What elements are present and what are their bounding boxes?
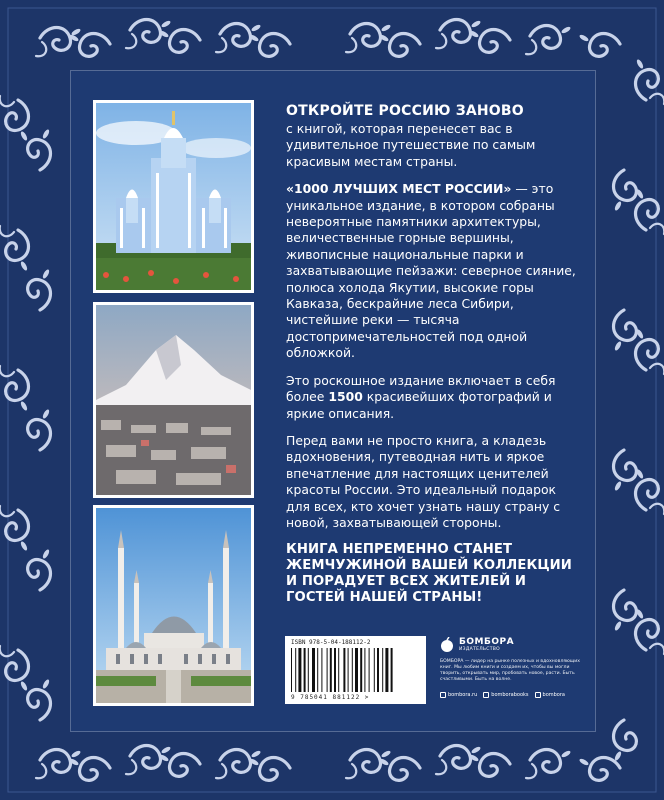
heading: ОТКРОЙТЕ РОССИЮ ЗАНОВО [286,103,524,119]
closing-statement: КНИГА НЕПРЕМЕННО СТАНЕТ ЖЕМЧУЖИНОЙ ВАШЕЙ КОЛЛЕКЦИИ И ПОРАДУЕТ ВСЕХ ЖИТЕЛЕЙ И ГОСТЕЙ НАШЕЙ СТРАНЫ! [286,542,572,606]
smolny-cathedral-photo [93,100,254,293]
photo-count: 1500 [328,389,363,405]
edition-paragraph [286,373,578,422]
publisher-name: БОМБОРА [459,637,515,647]
volcano-city-photo [93,302,254,498]
publisher-logo [440,637,580,653]
description-text: — это уникальное издание, в котором собраны невероятные памятники архитектуры, величественные горные вершины, живописные национальные парки и захватывающие пейзажи: северное сияние, полюса холода Якутии, высокие горы Кавказа, бескрайние леса Сибири, чистейшие реки — тысяча достопримечательностей под одной обложкой. [286,181,576,361]
book-title: «1000 ЛУЧШИХ МЕСТ РОССИИ» [286,181,512,197]
site-link[interactable]: bombora.ru [440,692,477,698]
isbn: ISBN 978-5-04-188112-2 [291,639,371,646]
barcode-bars [291,648,421,692]
edition-post: красивейших фотографий и яркие описания. [286,389,552,421]
intro-paragraph: с книгой, которая перенесет вас в удивительное путешествие по самым красивым местам страны. [286,121,536,169]
publisher-blurb: БОМБОРА — лидер на рынке полезных и вдохновляющих книг. Мы любим книги и создаем их, чтобы вы могли творить, открывать мир, пробовать новое, расти. Быть счастливыми. Быть на волне. [440,659,580,682]
mosque-photo [93,505,254,706]
social-link-2[interactable]: bombora [535,692,565,698]
edition-pre: Это роскошное издание включает в себя более [286,372,556,405]
publisher-block [440,637,580,698]
description-column [286,103,578,606]
book-description [286,181,578,361]
social-link-1[interactable]: bomborabooks [483,692,528,698]
publisher-subtitle: ИЗДАТЕЛЬСТВО [459,647,501,652]
barcode [285,636,426,704]
social-icon [483,692,489,698]
globe-icon [440,692,446,698]
social-icon [535,692,541,698]
bombora-logo-icon [440,637,454,653]
barcode-digits: 9 785041 881122 > [291,694,370,701]
publisher-socials [440,692,580,698]
gift-paragraph: Перед вами не просто книга, а кладезь вдохновения, путеводная нить и яркое впечатление для настоящих ценителей красоты России. Это идеальный подарок для всех, кто хочет узнать нашу страну с новой, захватывающей стороны. [286,432,561,530]
